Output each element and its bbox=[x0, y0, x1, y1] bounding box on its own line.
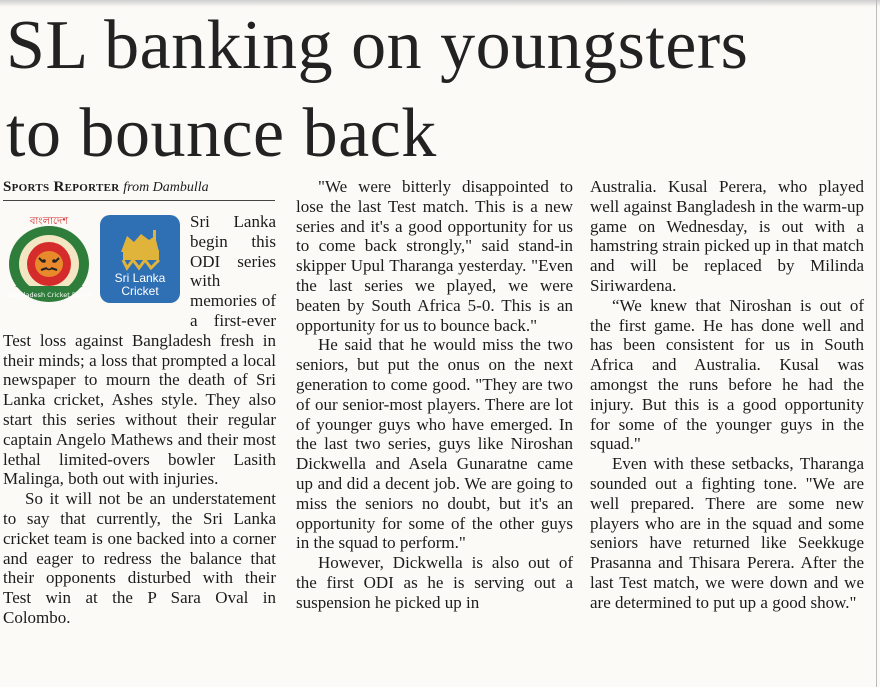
bangladesh-logo-title: বাংলাদেশ bbox=[29, 216, 69, 227]
article-paragraph: "We were bitterly disappointed to lose the last Test match. This is a new series and it's a good opportunity for us to come back strongly," said stand-in skipper Upul Tharanga yesterday. "Even the last series we played, we were beaten by South Africa 5-0. This is an opportunity for us to bounce back." bbox=[296, 177, 573, 335]
headline-line-1: SL banking on youngsters bbox=[6, 7, 749, 84]
headline bbox=[6, 2, 874, 178]
article-paragraph: However, Dickwella is also out of the first ODI as he is serving out a suspension he picked up in bbox=[296, 553, 573, 612]
article-paragraph: “We knew that Niroshan is out of the first game. He has done well and has been consistent for us in South Africa and Australia. Kusal was amongst the runs before he had the injury. But this is a good opportunity for some of the younger guys in the squad." bbox=[590, 295, 864, 454]
byline-location: from Dambulla bbox=[123, 180, 209, 195]
page-edge-rule bbox=[876, 0, 877, 687]
article-paragraph: So it will not be an understatement to say that currently, the Sri Lanka cricket team is one backed into a corner and eager to redress the balance that their opponents disturbed with their Test win at the P Sara Oval in Colombo. bbox=[3, 489, 276, 627]
article-column-1 bbox=[3, 212, 276, 628]
headline-line-2: to bounce back bbox=[6, 95, 437, 172]
srilanka-cricket-logo bbox=[100, 215, 180, 303]
article-paragraph: He said that he would miss the two seniors, but put the onus on the next generation to come good. "They are two of our senior-most players. There are lot of younger guys who have emerged. In the last two series, guys like Niroshan Dickwella and Asela Gunaratne came up and did a decent job. We are going to miss the seniors no doubt, but it's an opportunity for some of the other guys in the squad to perform." bbox=[296, 335, 573, 553]
byline bbox=[3, 177, 275, 201]
team-logos bbox=[3, 212, 186, 305]
article-paragraph: Even with these setbacks, Tharanga sounded out a fighting tone. "We are well prepared. There are some new players who are in the squad and some seniors have returned like Seekkuge Prasanna and Thisara Perera. After the last Test match, we were down and we are determined to put up a good show." bbox=[590, 454, 864, 612]
byline-author: Sports Reporter bbox=[3, 179, 120, 195]
srilanka-logo-line-2: Cricket bbox=[121, 284, 159, 298]
article-column-3 bbox=[590, 177, 864, 613]
srilanka-logo-line-1: Sri Lanka bbox=[114, 271, 166, 285]
bangladesh-cricket-logo bbox=[7, 216, 91, 302]
article-column-2 bbox=[296, 177, 573, 613]
article-paragraph: Sri Lanka begin this ODI series with memories of a first-ever Test loss against Bangladesh fresh in their minds; a loss that prompted a local newspaper to mourn the death of Sri Lanka cricket, Ashes style. They also start this series without their regular captain Angelo Mathews and their most lethal limited-overs bowler Lasith Malinga, both out with injuries. bbox=[3, 212, 276, 489]
bangladesh-logo-caption: Bangladesh Cricket Board bbox=[6, 291, 92, 299]
article-paragraph: Australia. Kusal Perera, who played well against Bangladesh in the warm-up game on Wednesday, is out with a hamstring strain picked up in that match and will be replaced by Milinda Siriwardena. bbox=[590, 177, 864, 295]
